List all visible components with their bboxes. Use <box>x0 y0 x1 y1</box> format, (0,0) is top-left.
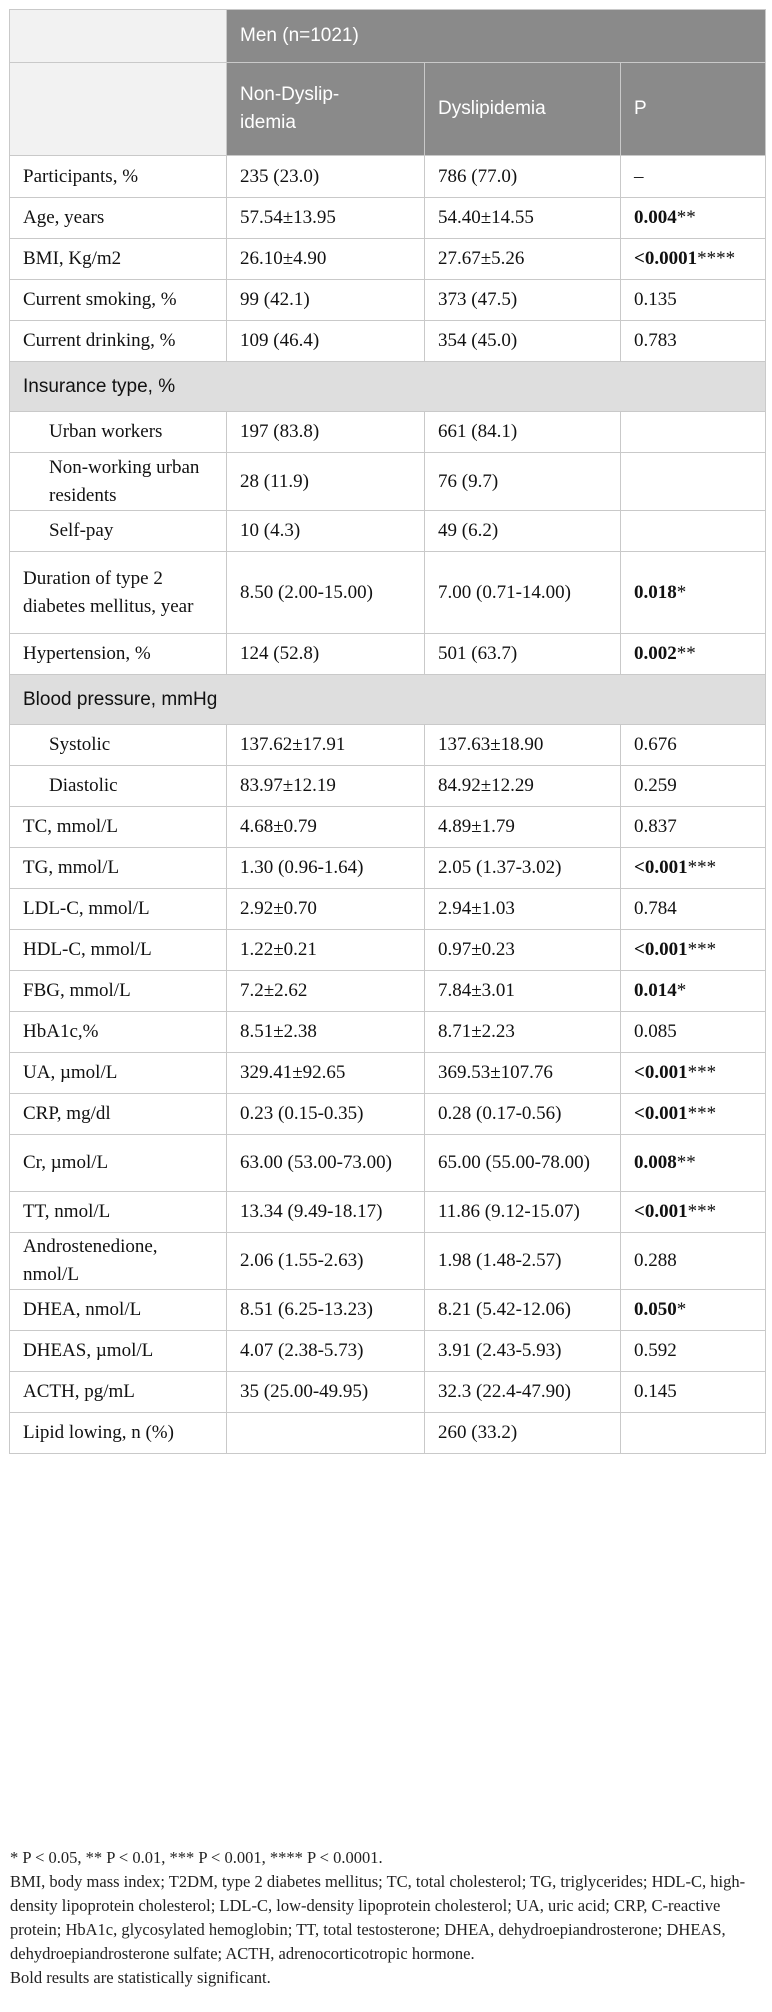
dyslipidemia-value-cell <box>425 198 621 239</box>
row-label: Cr, µmol/L <box>23 1152 109 1173</box>
p-value: <0.001 <box>634 939 688 960</box>
significance-marker: * <box>676 1299 687 1320</box>
p-value: 0.002 <box>634 643 677 664</box>
dyslipidemia-value: 661 (84.1) <box>438 421 518 442</box>
table-row <box>10 1192 766 1233</box>
p-value-cell <box>621 1135 766 1192</box>
p-value-cell <box>621 412 766 453</box>
p-value: <0.0001 <box>634 248 698 269</box>
table-row <box>10 848 766 889</box>
significance-marker: *** <box>687 1201 717 1222</box>
p-value: <0.001 <box>634 1103 688 1124</box>
p-value: 0.014 <box>634 980 677 1001</box>
dyslipidemia-value: 0.28 (0.17-0.56) <box>438 1103 562 1124</box>
dyslipidemia-value-cell <box>425 280 621 321</box>
dyslipidemia-value-cell <box>425 889 621 930</box>
p-value-cell <box>621 1192 766 1233</box>
p-value: 0.676 <box>634 734 677 755</box>
non-dyslipidemia-value: 2.92±0.70 <box>240 898 317 919</box>
p-value: <0.001 <box>634 1201 688 1222</box>
table-row <box>10 1290 766 1331</box>
table-row <box>10 156 766 198</box>
dyslipidemia-value-cell <box>425 634 621 675</box>
header-corner-cell-lower <box>10 63 227 156</box>
non-dyslipidemia-value: 0.23 (0.15-0.35) <box>240 1103 364 1124</box>
header-corner-cell <box>10 10 227 63</box>
p-value-cell <box>621 1012 766 1053</box>
dyslipidemia-value-cell <box>425 453 621 511</box>
row-label-cell <box>10 1012 227 1053</box>
row-label-cell <box>10 1233 227 1290</box>
dyslipidemia-value: 2.05 (1.37-3.02) <box>438 857 562 878</box>
row-label: DHEA, nmol/L <box>23 1299 142 1320</box>
non-dyslipidemia-value-cell <box>227 1135 425 1192</box>
dyslipidemia-value: 0.97±0.23 <box>438 939 515 960</box>
non-dyslipidemia-value-cell <box>227 1290 425 1331</box>
dyslipidemia-value: 32.3 (22.4-47.90) <box>438 1381 571 1402</box>
dyslipidemia-value-cell <box>425 1290 621 1331</box>
dyslipidemia-value: 260 (33.2) <box>438 1422 518 1443</box>
row-label-cell <box>10 198 227 239</box>
dyslipidemia-value-cell <box>425 1012 621 1053</box>
non-dyslipidemia-value: 137.62±17.91 <box>240 734 346 755</box>
dyslipidemia-value: 8.71±2.23 <box>438 1021 515 1042</box>
row-label-cell <box>10 971 227 1012</box>
section-row <box>10 362 766 412</box>
dyslipidemia-value: 3.91 (2.43-5.93) <box>438 1340 562 1361</box>
non-dyslipidemia-value: 7.2±2.62 <box>240 980 308 1001</box>
row-label: Diastolic <box>49 775 118 796</box>
table-row <box>10 1012 766 1053</box>
p-value: 0.008 <box>634 1152 677 1173</box>
p-value-cell <box>621 321 766 362</box>
non-dyslipidemia-value-cell <box>227 634 425 675</box>
dyslipidemia-value-cell <box>425 971 621 1012</box>
row-label: Non-working urban residents <box>49 456 200 506</box>
table-row <box>10 889 766 930</box>
dyslipidemia-value-cell <box>425 930 621 971</box>
table-row <box>10 971 766 1012</box>
non-dyslipidemia-value-cell <box>227 198 425 239</box>
significance-marker: * <box>676 980 687 1001</box>
p-value-cell <box>621 634 766 675</box>
row-label: Participants, % <box>23 165 139 187</box>
non-dyslipidemia-value: 10 (4.3) <box>240 520 301 541</box>
table-row <box>10 511 766 552</box>
row-label: Self-pay <box>49 520 114 541</box>
row-label: UA, µmol/L <box>23 1062 118 1083</box>
non-dyslipidemia-value: 28 (11.9) <box>240 470 309 492</box>
p-value: 0.135 <box>634 289 677 310</box>
significance-marker: *** <box>687 1103 717 1124</box>
non-dyslipidemia-value-cell <box>227 1012 425 1053</box>
non-dyslipidemia-value: 235 (23.0) <box>240 165 320 187</box>
p-value-cell <box>621 239 766 280</box>
row-label-cell <box>10 453 227 511</box>
table-footnotes <box>10 1846 762 1990</box>
p-value: 0.259 <box>634 775 677 796</box>
row-label: Age, years <box>23 207 105 228</box>
table-row <box>10 239 766 280</box>
row-label: FBG, mmol/L <box>23 980 131 1001</box>
non-dyslipidemia-value: 8.51 (6.25-13.23) <box>240 1299 373 1320</box>
non-dyslipidemia-value: 99 (42.1) <box>240 289 310 310</box>
group-header: Men (n=1021) <box>227 10 766 63</box>
row-label-cell <box>10 1135 227 1192</box>
non-dyslipidemia-value-cell <box>227 930 425 971</box>
p-value-cell <box>621 1290 766 1331</box>
row-label-cell <box>10 889 227 930</box>
p-value: 0.004 <box>634 207 677 228</box>
row-label-cell <box>10 1290 227 1331</box>
row-label-cell <box>10 321 227 362</box>
p-value: – <box>634 165 644 187</box>
dyslipidemia-value: 54.40±14.55 <box>438 207 534 228</box>
significance-marker: *** <box>687 857 717 878</box>
p-value-cell <box>621 156 766 198</box>
dyslipidemia-value: 7.00 (0.71-14.00) <box>438 581 571 603</box>
non-dyslipidemia-value-cell <box>227 156 425 198</box>
non-dyslipidemia-value: 35 (25.00-49.95) <box>240 1381 369 1402</box>
section-label: Insurance type, % <box>10 362 766 412</box>
dyslipidemia-value-cell <box>425 1413 621 1454</box>
row-label: Current smoking, % <box>23 289 177 310</box>
dyslipidemia-value: 84.92±12.29 <box>438 775 534 796</box>
table-row <box>10 807 766 848</box>
section-row <box>10 675 766 725</box>
row-label: ACTH, pg/mL <box>23 1381 135 1402</box>
dyslipidemia-value: 27.67±5.26 <box>438 248 525 269</box>
dyslipidemia-value-cell <box>425 1331 621 1372</box>
non-dyslipidemia-value-cell <box>227 453 425 511</box>
dyslipidemia-value-cell <box>425 156 621 198</box>
row-label-cell <box>10 807 227 848</box>
table-row <box>10 1331 766 1372</box>
p-value-cell <box>621 766 766 807</box>
table-body <box>10 156 766 1454</box>
row-label-cell <box>10 280 227 321</box>
non-dyslipidemia-value-cell <box>227 971 425 1012</box>
table-row <box>10 321 766 362</box>
table-row <box>10 1053 766 1094</box>
p-value: 0.837 <box>634 816 677 837</box>
non-dyslipidemia-value-cell <box>227 807 425 848</box>
non-dyslipidemia-value-cell <box>227 552 425 634</box>
non-dyslipidemia-value: 2.06 (1.55-2.63) <box>240 1250 364 1271</box>
p-value-cell <box>621 930 766 971</box>
p-value-cell <box>621 552 766 634</box>
p-value: 0.145 <box>634 1381 677 1402</box>
row-label: LDL-C, mmol/L <box>23 898 150 919</box>
dyslipidemia-value-cell <box>425 766 621 807</box>
non-dyslipidemia-value-cell <box>227 511 425 552</box>
p-value: 0.018 <box>634 581 677 603</box>
row-label: Current drinking, % <box>23 330 176 351</box>
row-label: Duration of type 2 diabetes mellitus, year <box>23 567 194 617</box>
row-label-cell <box>10 634 227 675</box>
dyslipidemia-value: 1.98 (1.48-2.57) <box>438 1250 562 1271</box>
dyslipidemia-value-cell <box>425 321 621 362</box>
table-row <box>10 453 766 511</box>
dyslipidemia-value: 4.89±1.79 <box>438 816 515 837</box>
significance-footnote: * P < 0.05, ** P < 0.01, *** P < 0.001, **** P < 0.0001. <box>10 1848 383 1867</box>
row-label: Lipid lowing, n (%) <box>23 1422 174 1443</box>
non-dyslipidemia-value-cell <box>227 1372 425 1413</box>
non-dyslipidemia-value-cell <box>227 1192 425 1233</box>
dyslipidemia-value: 501 (63.7) <box>438 643 518 664</box>
non-dyslipidemia-value-cell <box>227 321 425 362</box>
column-header-dyslipidemia: Dyslipidemia <box>425 63 621 156</box>
dyslipidemia-value-cell <box>425 552 621 634</box>
non-dyslipidemia-value: 8.51±2.38 <box>240 1021 317 1042</box>
non-dyslipidemia-value: 109 (46.4) <box>240 330 320 351</box>
p-value-cell <box>621 725 766 766</box>
dyslipidemia-value: 354 (45.0) <box>438 330 518 351</box>
bold-note-footnote: Bold results are statistically significant. <box>10 1968 271 1987</box>
table-row <box>10 766 766 807</box>
row-label: Urban workers <box>49 421 163 442</box>
dyslipidemia-value-cell <box>425 725 621 766</box>
row-label: Systolic <box>49 734 111 755</box>
dyslipidemia-value-cell <box>425 412 621 453</box>
row-label: BMI, Kg/m2 <box>23 248 122 269</box>
row-label-cell <box>10 1413 227 1454</box>
non-dyslipidemia-value-cell <box>227 1233 425 1290</box>
non-dyslipidemia-value-cell <box>227 725 425 766</box>
column-header-p: P <box>621 63 766 156</box>
non-dyslipidemia-value: 8.50 (2.00-15.00) <box>240 581 373 603</box>
non-dyslipidemia-value: 329.41±92.65 <box>240 1062 346 1083</box>
non-dyslipidemia-value-cell <box>227 1331 425 1372</box>
row-label-cell <box>10 930 227 971</box>
characteristics-table <box>9 9 766 1454</box>
significance-marker: **** <box>697 248 736 269</box>
p-value: 0.288 <box>634 1250 677 1271</box>
non-dyslipidemia-value-cell <box>227 889 425 930</box>
non-dyslipidemia-value: 63.00 (53.00-73.00) <box>240 1152 392 1173</box>
row-label-cell <box>10 766 227 807</box>
section-label: Blood pressure, mmHg <box>10 675 766 725</box>
p-value-cell <box>621 453 766 511</box>
non-dyslipidemia-value-cell <box>227 848 425 889</box>
table-row <box>10 1413 766 1454</box>
table-row <box>10 552 766 634</box>
p-value: 0.784 <box>634 898 677 919</box>
non-dyslipidemia-value-cell <box>227 1094 425 1135</box>
p-value-cell <box>621 848 766 889</box>
table-row <box>10 198 766 239</box>
dyslipidemia-value: 369.53±107.76 <box>438 1062 553 1083</box>
dyslipidemia-value: 2.94±1.03 <box>438 898 515 919</box>
row-label-cell <box>10 1094 227 1135</box>
significance-marker: ** <box>676 1152 696 1173</box>
dyslipidemia-value-cell <box>425 1094 621 1135</box>
p-value-cell <box>621 198 766 239</box>
non-dyslipidemia-value: 1.22±0.21 <box>240 939 317 960</box>
table-row <box>10 280 766 321</box>
p-value: 0.050 <box>634 1299 677 1320</box>
p-value: <0.001 <box>634 857 688 878</box>
non-dyslipidemia-value: 83.97±12.19 <box>240 775 336 796</box>
table-row <box>10 634 766 675</box>
dyslipidemia-value-cell <box>425 1135 621 1192</box>
dyslipidemia-value-cell <box>425 848 621 889</box>
column-header-non-dyslipidemia <box>227 63 425 156</box>
dyslipidemia-value: 373 (47.5) <box>438 289 518 310</box>
significance-marker: ** <box>676 207 696 228</box>
row-label-cell <box>10 1192 227 1233</box>
dyslipidemia-value: 786 (77.0) <box>438 165 518 187</box>
row-label-cell <box>10 1053 227 1094</box>
non-dyslipidemia-value: 4.68±0.79 <box>240 816 317 837</box>
dyslipidemia-value: 137.63±18.90 <box>438 734 544 755</box>
dyslipidemia-value-cell <box>425 807 621 848</box>
row-label: Hypertension, % <box>23 643 151 664</box>
dyslipidemia-value: 76 (9.7) <box>438 470 499 492</box>
row-label-cell <box>10 156 227 198</box>
non-dyslipidemia-value: 1.30 (0.96-1.64) <box>240 857 364 878</box>
table-row <box>10 1372 766 1413</box>
dyslipidemia-value: 11.86 (9.12-15.07) <box>438 1201 580 1222</box>
p-value-cell <box>621 1331 766 1372</box>
non-dyslipidemia-value: 57.54±13.95 <box>240 207 336 228</box>
p-value-cell <box>621 807 766 848</box>
dyslipidemia-value-cell <box>425 1053 621 1094</box>
table-row <box>10 1233 766 1290</box>
p-value-cell <box>621 1413 766 1454</box>
p-value-cell <box>621 1094 766 1135</box>
p-value-cell <box>621 1053 766 1094</box>
p-value-cell <box>621 280 766 321</box>
table-row <box>10 725 766 766</box>
p-value: 0.783 <box>634 330 677 351</box>
significance-marker: *** <box>687 1062 717 1083</box>
non-dyslipidemia-value: 124 (52.8) <box>240 643 320 664</box>
dyslipidemia-value: 49 (6.2) <box>438 520 499 541</box>
row-label: CRP, mg/dl <box>23 1103 111 1124</box>
row-label-cell <box>10 725 227 766</box>
table-row <box>10 1135 766 1192</box>
dyslipidemia-value: 65.00 (55.00-78.00) <box>438 1152 590 1173</box>
p-value: <0.001 <box>634 1062 688 1083</box>
row-label-cell <box>10 239 227 280</box>
dyslipidemia-value-cell <box>425 1192 621 1233</box>
row-label-cell <box>10 848 227 889</box>
non-dyslipidemia-value: 197 (83.8) <box>240 421 320 442</box>
row-label: TC, mmol/L <box>23 816 118 837</box>
p-value: 0.085 <box>634 1021 677 1042</box>
non-dyslipidemia-value-cell <box>227 280 425 321</box>
row-label-cell <box>10 511 227 552</box>
table-row <box>10 412 766 453</box>
dyslipidemia-value-cell <box>425 511 621 552</box>
table-row <box>10 930 766 971</box>
row-label: DHEAS, µmol/L <box>23 1340 154 1361</box>
row-label: TT, nmol/L <box>23 1201 111 1222</box>
non-dyslipidemia-value: 13.34 (9.49-18.17) <box>240 1201 383 1222</box>
significance-marker: * <box>676 581 687 603</box>
non-dyslipidemia-value-cell <box>227 1413 425 1454</box>
p-value-cell <box>621 1372 766 1413</box>
non-dyslipidemia-value-cell <box>227 1053 425 1094</box>
row-label-cell <box>10 412 227 453</box>
p-value-cell <box>621 1233 766 1290</box>
row-label-cell <box>10 552 227 634</box>
dyslipidemia-value: 8.21 (5.42-12.06) <box>438 1299 571 1320</box>
p-value: 0.592 <box>634 1340 677 1361</box>
significance-marker: ** <box>676 643 696 664</box>
column-header-non-dyslipidemia-label: Non-Dyslip- idemia <box>240 84 340 133</box>
non-dyslipidemia-value-cell <box>227 766 425 807</box>
row-label-cell <box>10 1372 227 1413</box>
p-value-cell <box>621 511 766 552</box>
significance-marker: *** <box>687 939 717 960</box>
non-dyslipidemia-value: 4.07 (2.38-5.73) <box>240 1340 364 1361</box>
row-label-cell <box>10 1331 227 1372</box>
non-dyslipidemia-value: 26.10±4.90 <box>240 248 327 269</box>
p-value-cell <box>621 971 766 1012</box>
abbreviations-footnote: BMI, body mass index; T2DM, type 2 diabetes mellitus; TC, total cholesterol; TG, triglycerides; HDL-C, high-density lipoprotein cholesterol; LDL-C, low-density lipoprotein cholesterol; UA, uric acid; CRP, C-reactive protein; HbA1c, glycosylated hemoglobin; TT, total testosterone; DHEA, dehydroepiandrosterone; DHEAS, dehydroepiandrosterone sulfate; ACTH, adrenocorticotropic hormone. <box>10 1872 746 1963</box>
row-label: HDL-C, mmol/L <box>23 939 152 960</box>
row-label: HbA1c,% <box>23 1021 99 1042</box>
dyslipidemia-value: 7.84±3.01 <box>438 980 515 1001</box>
dyslipidemia-value-cell <box>425 239 621 280</box>
dyslipidemia-value-cell <box>425 1372 621 1413</box>
row-label: TG, mmol/L <box>23 857 120 878</box>
table-row <box>10 1094 766 1135</box>
row-label: Androstenedione, nmol/L <box>23 1236 158 1285</box>
dyslipidemia-value-cell <box>425 1233 621 1290</box>
p-value-cell <box>621 889 766 930</box>
non-dyslipidemia-value-cell <box>227 239 425 280</box>
non-dyslipidemia-value-cell <box>227 412 425 453</box>
